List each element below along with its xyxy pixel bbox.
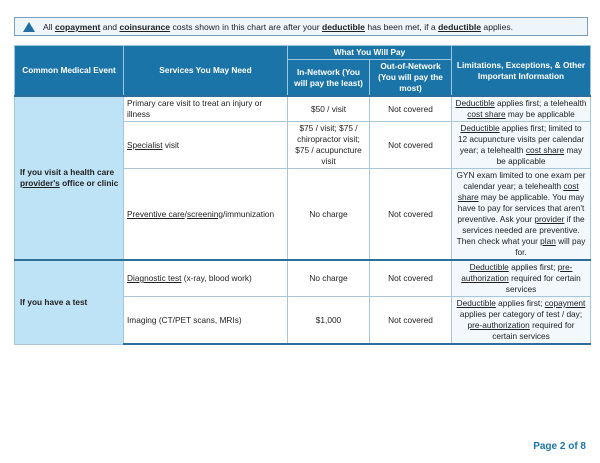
text-segment: applies. [481,22,514,32]
text-segment: Imaging (CT/PET scans, MRIs) [127,314,242,325]
text-segment: and [100,22,120,32]
page-number: Page 2 of 8 [533,441,586,452]
glossary-link[interactable]: copayment [544,298,586,308]
glossary-link[interactable]: provider [534,214,565,224]
out-network-cost: Not covered [370,169,452,261]
glossary-link[interactable]: cost share [525,145,565,155]
medical-event [15,260,124,344]
glossary-link[interactable]: pre-authorization [461,262,573,283]
text-segment: costs shown in this chart are after your [170,22,322,32]
limitations-cell [452,122,591,169]
service-cell [124,260,288,297]
text-segment: applies per category of test / day; [459,309,583,319]
limitations-cell [452,96,591,122]
service-cell [124,96,288,122]
service-cell [124,122,288,169]
text-segment: If you have a test [20,296,88,307]
text-segment: may be applicable. You may have to pay for services that aren't preventive. Ask your [457,192,585,224]
table-row [15,260,591,297]
glossary-link[interactable]: pre-authorization [467,320,530,330]
warning-triangle-icon [23,22,35,32]
header-in-network: In-Network (You will pay the least) [288,60,370,97]
in-network-cost: $1,000 [288,297,370,345]
glossary-link[interactable]: screening [186,208,223,219]
text-segment: applies first; [495,298,545,308]
text-segment: has been met, if a [364,22,439,32]
out-network-cost: Not covered [370,260,452,297]
limitations-cell [452,297,591,345]
glossary-link[interactable]: plan [540,236,556,246]
benefits-table [14,45,591,345]
text-segment: required for certain services [492,320,575,341]
header-limitations: Limitations, Exceptions, & Other Important Information [452,46,591,97]
glossary-link[interactable]: Deductible [456,298,496,308]
text-segment: office or clinic [59,178,119,188]
glossary-link[interactable]: coinsurance [119,22,171,32]
in-network-cost: No charge [288,260,370,297]
out-network-cost: Not covered [370,297,452,345]
in-network-cost: No charge [288,169,370,261]
limitations-cell [452,260,591,297]
glossary-link[interactable]: cost share [457,181,579,202]
text-segment: (x-ray, blood work) [181,273,252,283]
glossary-link[interactable]: copayment [54,22,101,32]
glossary-link[interactable]: provider's [20,178,60,188]
text-segment: /immunization [222,208,275,219]
glossary-link[interactable]: Deductible [469,262,509,272]
table-row [15,96,591,122]
text-segment: applies first; [508,262,558,272]
notice-text [43,18,513,37]
text-segment: Primary care visit to treat an injury or illness [127,98,263,119]
header-event: Common Medical Event [15,46,124,97]
service-cell [124,297,288,345]
text-segment: If you visit a health care [20,167,115,177]
text-segment: required for certain services [505,273,581,294]
deductible-notice [14,17,588,36]
in-network-cost: $50 / visit [288,96,370,122]
medical-event [15,96,124,260]
text-segment: GYN exam limited to one exam per calendar year; a telehealth [456,170,586,191]
glossary-link[interactable]: Preventive care [127,208,185,219]
text-segment: may be applicable [505,109,575,119]
glossary-link[interactable]: Diagnostic test [127,273,182,283]
text-segment: All [43,22,55,32]
text-segment: visit [162,139,180,150]
service-cell [124,169,288,261]
out-network-cost: Not covered [370,96,452,122]
text-segment: applies first; a telehealth [494,98,587,108]
header-out-network: Out-of-Network (You will pay the most) [370,60,452,97]
limitations-cell [452,169,591,261]
out-network-cost: Not covered [370,122,452,169]
text-segment: applies first; limited to 12 acupuncture visits per calendar year; a telehealth [457,123,585,155]
glossary-link[interactable]: Deductible [455,98,495,108]
in-network-cost: $75 / visit; $75 / chiropractor visit; $75 / acupuncture visit [288,122,370,169]
text-segment: may be applicable [496,145,583,166]
glossary-link[interactable]: cost share [467,109,506,119]
text-segment: if the services needed are preventive. Then check what your [456,214,585,246]
glossary-link[interactable]: Deductible [460,123,500,133]
header-what-you-pay: What You Will Pay [288,46,452,60]
text-segment: / [184,208,187,219]
glossary-link[interactable]: Specialist [127,139,163,150]
header-services: Services You May Need [124,46,288,97]
glossary-link[interactable]: deductible [438,22,482,32]
glossary-link[interactable]: deductible [321,22,365,32]
text-segment: will pay for. [515,236,586,257]
